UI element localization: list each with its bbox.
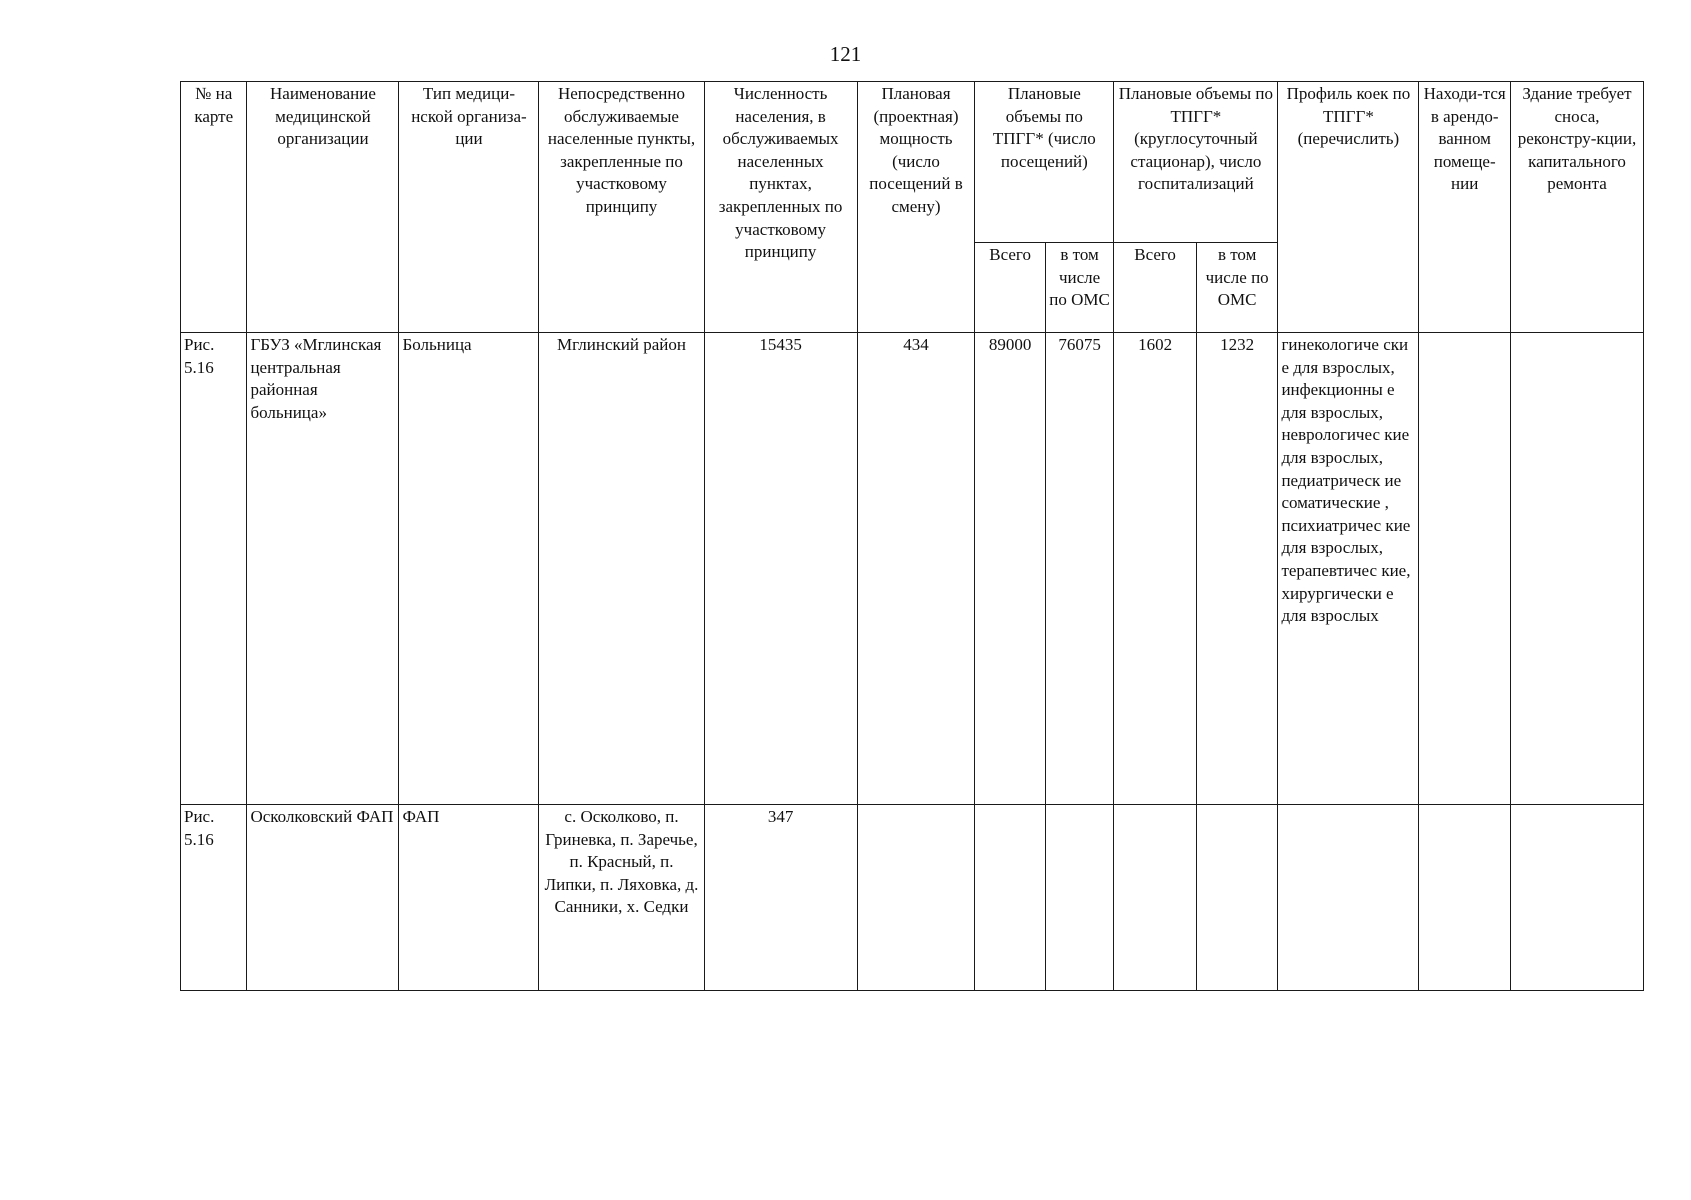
header-row <box>181 82 1644 243</box>
header-org-type: Тип медици-нской организа-ции <box>399 82 539 333</box>
header-hosp-total: Всего <box>1114 243 1197 333</box>
table-row <box>181 333 1644 805</box>
header-population: Численность населения, в обслуживаемых населенных пунктах, закрепленных по участковому принципу <box>704 82 857 333</box>
cell-beds-profile <box>1278 805 1419 991</box>
cell-map-ref: Рис. 5.16 <box>181 805 247 991</box>
cell-map-ref: Рис. 5.16 <box>181 333 247 805</box>
header-demolition: Здание требует сноса, реконстру-кции, капитального ремонта <box>1511 82 1644 333</box>
header-capacity: Плановая (проектная) мощность (число посещений в смену) <box>857 82 975 333</box>
page-number: 121 <box>829 42 862 66</box>
header-visits-oms: в том числе по ОМС <box>1045 243 1113 333</box>
cell-capacity <box>857 805 975 991</box>
cell-population: 15435 <box>704 333 857 805</box>
cell-demolition <box>1511 333 1644 805</box>
cell-hosp-oms: 1232 <box>1196 333 1278 805</box>
cell-visits-oms <box>1045 805 1113 991</box>
cell-org-type: ФАП <box>399 805 539 991</box>
cell-leased <box>1419 805 1511 991</box>
cell-settlements: Мглинский район <box>539 333 704 805</box>
header-settlements: Непосредственно обслуживаемые населенные пункты, закрепленные по участковому принципу <box>539 82 704 333</box>
cell-hosp-oms <box>1196 805 1278 991</box>
header-map-no: № на карте <box>181 82 247 333</box>
header-visits-group: Плановые объемы по ТПГГ* (число посещений) <box>975 82 1114 243</box>
header-org-name: Наименование медицинской организации <box>247 82 399 333</box>
cell-settlements: с. Осколково, п. Гриневка, п. Заречье, п. Красный, п. Липки, п. Ляховка, д. Санники, х. Седки <box>539 805 704 991</box>
header-leased: Находи-тся в арендо-ванном помеще-нии <box>1419 82 1511 333</box>
header-hospitalizations-group: Плановые объемы по ТПГГ* (круглосуточный стационар), число госпитализаций <box>1114 82 1278 243</box>
cell-beds-profile: гинекологиче ски е для взрослых, инфекционны е для взрослых, неврологичес кие для взрослых, педиатрическ ие соматические , психиатричес кие для взрослых, терапевтичес кие, хирургически е для взрослых <box>1278 333 1419 805</box>
cell-demolition <box>1511 805 1644 991</box>
cell-hosp-total <box>1114 805 1197 991</box>
table-row <box>181 805 1644 991</box>
cell-population: 347 <box>704 805 857 991</box>
header-visits-total: Всего <box>975 243 1045 333</box>
header-beds-profile: Профиль коек по ТПГГ* (перечислить) <box>1278 82 1419 333</box>
cell-leased <box>1419 333 1511 805</box>
cell-visits-oms: 76075 <box>1045 333 1113 805</box>
header-hosp-oms: в том числе по ОМС <box>1196 243 1278 333</box>
cell-org-name: Осколковский ФАП <box>247 805 399 991</box>
cell-visits-total <box>975 805 1045 991</box>
cell-capacity: 434 <box>857 333 975 805</box>
cell-visits-total: 89000 <box>975 333 1045 805</box>
cell-org-type: Больница <box>399 333 539 805</box>
cell-hosp-total: 1602 <box>1114 333 1197 805</box>
cell-org-name: ГБУЗ «Мглинская центральная районная больница» <box>247 333 399 805</box>
medical-organizations-table <box>180 81 1644 991</box>
